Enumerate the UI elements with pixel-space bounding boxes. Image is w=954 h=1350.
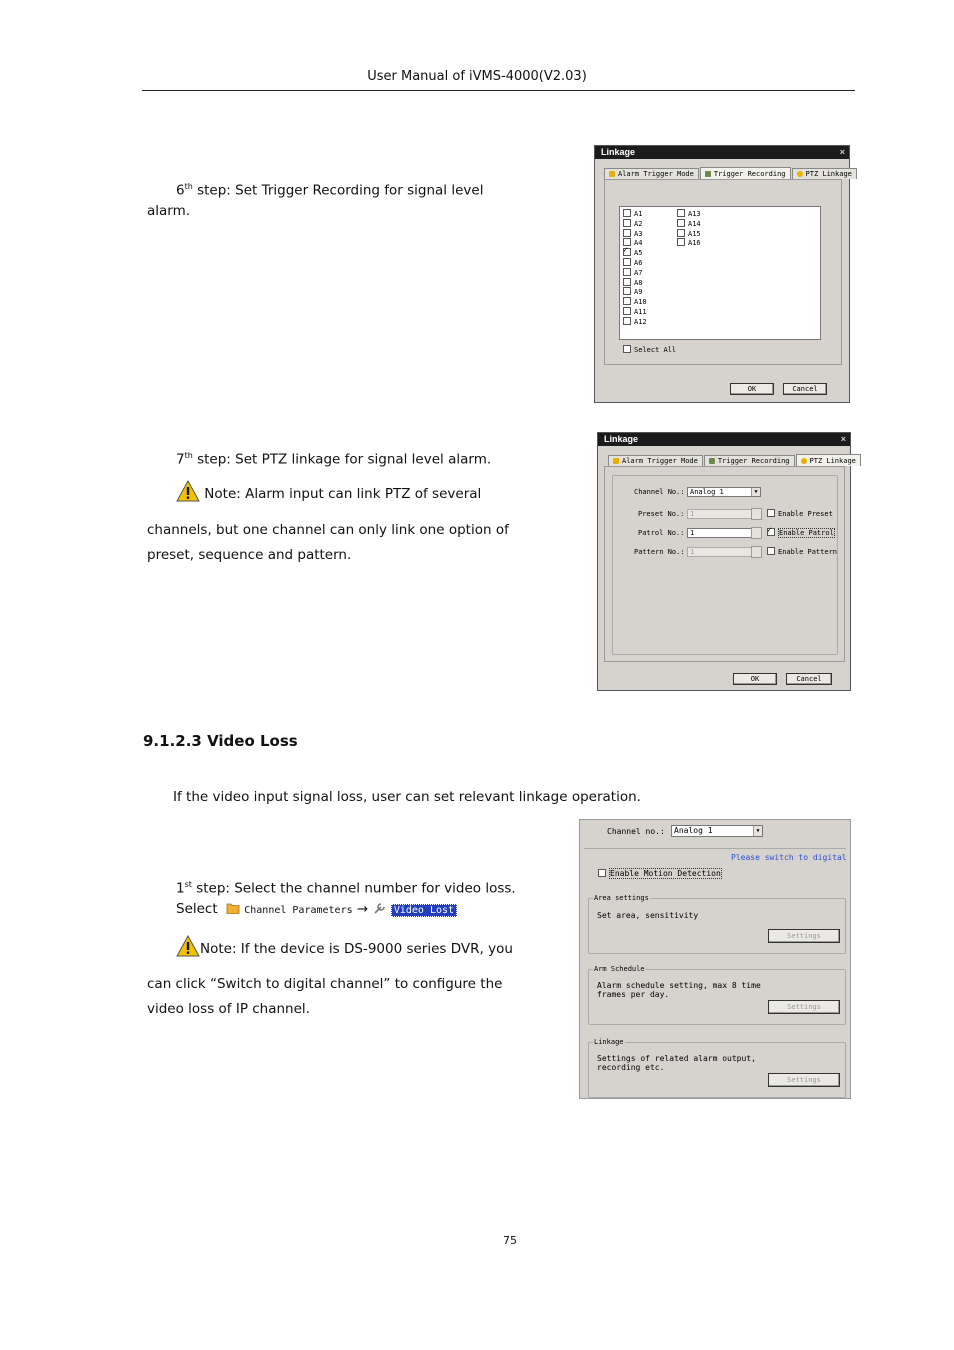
list-item[interactable]: A9 <box>623 287 647 297</box>
checkbox[interactable] <box>623 345 631 353</box>
patrol-label: Patrol No.: <box>638 529 685 537</box>
list-item[interactable]: A4 <box>623 238 647 248</box>
arm-schedule-group: Arm Schedule Alarm schedule setting, max 8 time frames per day. Settings <box>588 969 846 1025</box>
folder-icon <box>226 902 240 914</box>
ok-button[interactable]: OK <box>730 383 774 395</box>
page-number: 75 <box>503 1234 517 1247</box>
section-intro: If the video input signal loss, user can set relevant linkage operation. <box>173 789 641 805</box>
checkbox[interactable] <box>677 238 685 246</box>
checkbox[interactable] <box>623 209 631 217</box>
alarm-icon <box>613 458 619 464</box>
step1-select-path: Select Channel Parameters → Video Lost <box>176 897 457 923</box>
tab-alarm-trigger-mode[interactable]: Alarm Trigger Mode <box>604 168 699 179</box>
step7-note-line3: preset, sequence and pattern. <box>147 547 352 563</box>
ok-button[interactable]: OK <box>733 673 777 685</box>
area-settings-group: Area settings Set area, sensitivity Settings <box>588 898 846 954</box>
checkbox[interactable] <box>623 297 631 305</box>
list-item[interactable]: A7 <box>623 268 647 278</box>
step6-line2: alarm. <box>147 203 191 219</box>
linkage-group: Linkage Settings of related alarm output, recording etc. Settings <box>588 1042 846 1098</box>
chevron-down-icon[interactable]: ▼ <box>753 826 762 836</box>
switch-to-digital-link[interactable]: Please switch to digital <box>731 853 847 862</box>
tab-panel <box>604 466 845 662</box>
ptz-group <box>612 475 838 655</box>
list-item[interactable]: ✓A5 <box>623 248 647 258</box>
step7-note-line2: channels, but one channel can only link one option of <box>147 522 509 538</box>
close-icon[interactable]: × <box>839 147 845 157</box>
channel-select[interactable]: Analog 1 ▼ <box>671 825 763 837</box>
preset-stepper[interactable] <box>751 508 762 520</box>
linkage-desc-1: Settings of related alarm output, <box>597 1054 756 1063</box>
list-item[interactable]: A3 <box>623 229 647 239</box>
chevron-down-icon[interactable]: ▼ <box>751 488 760 496</box>
dialog-tabs <box>604 168 857 179</box>
enable-pattern-checkbox[interactable]: Enable Pattern <box>767 547 837 556</box>
step1-note-line1: Note: If the device is DS-9000 series DVR, you <box>176 935 513 962</box>
checkbox[interactable] <box>623 287 631 295</box>
alarm-icon <box>609 171 615 177</box>
step6-line1: 6th step: Set Trigger Recording for signal level <box>176 182 484 199</box>
video-loss-panel <box>579 819 851 1099</box>
tab-ptz-linkage[interactable]: PTZ Linkage <box>792 168 857 179</box>
step7-note-line1: Note: Alarm input can link PTZ of several <box>176 480 481 507</box>
warning-icon <box>176 935 200 957</box>
list-col-1 <box>623 209 647 327</box>
checkbox[interactable] <box>623 317 631 325</box>
list-item[interactable]: A16 <box>677 238 701 248</box>
checkbox[interactable] <box>767 509 775 517</box>
list-item[interactable]: A15 <box>677 229 701 239</box>
alarm-output-list <box>619 206 821 340</box>
list-item[interactable]: A6 <box>623 258 647 268</box>
checkbox[interactable] <box>623 307 631 315</box>
channel-label: Channel no.: <box>607 827 665 836</box>
list-item[interactable]: A10 <box>623 297 647 307</box>
enable-patrol-checkbox[interactable]: ✓ Enable Patrol <box>767 528 835 537</box>
checkbox[interactable] <box>677 219 685 227</box>
list-item[interactable]: A13 <box>677 209 701 219</box>
checkbox-checked[interactable] <box>767 528 775 536</box>
cancel-button[interactable]: Cancel <box>786 673 832 685</box>
divider <box>584 848 846 849</box>
step1-note-line2: can click “Switch to digital channel” to configure the <box>147 976 503 992</box>
header-rule <box>142 90 855 91</box>
tab-alarm-trigger-mode[interactable]: Alarm Trigger Mode <box>608 455 703 466</box>
recording-icon <box>705 171 711 177</box>
tab-trigger-recording[interactable]: Trigger Recording <box>700 167 791 179</box>
enable-motion-detection-checkbox[interactable]: Enable Motion Detection <box>598 869 722 878</box>
step1-note-line3: video loss of IP channel. <box>147 1001 310 1017</box>
section-heading: 9.1.2.3 Video Loss <box>143 732 298 750</box>
wrench-icon <box>373 901 387 915</box>
checkbox[interactable] <box>623 278 631 286</box>
linkage-desc-2: recording etc. <box>597 1063 665 1072</box>
tab-trigger-recording[interactable]: Trigger Recording <box>704 455 795 466</box>
tab-ptz-linkage[interactable]: PTZ Linkage <box>796 454 861 466</box>
arm-schedule-desc-1: Alarm schedule setting, max 8 time <box>597 981 761 990</box>
list-col-2 <box>677 209 701 248</box>
linkage-dialog-trigger-recording <box>594 145 850 403</box>
preset-label: Preset No.: <box>638 510 685 518</box>
warning-icon <box>176 480 200 502</box>
list-item[interactable]: A8 <box>623 278 647 288</box>
linkage-dialog-ptz <box>597 432 856 691</box>
patrol-input[interactable]: 1 <box>687 528 753 538</box>
checkbox[interactable] <box>623 229 631 237</box>
preset-input[interactable]: 1 <box>687 509 753 519</box>
enable-preset-checkbox[interactable]: Enable Preset <box>767 509 833 518</box>
checkbox[interactable] <box>677 229 685 237</box>
cancel-button[interactable]: Cancel <box>783 383 827 395</box>
arm-schedule-settings-button[interactable]: Settings <box>768 1000 840 1014</box>
menu-video-lost: Video Lost <box>391 904 457 917</box>
patrol-stepper[interactable] <box>751 527 762 539</box>
checkbox-checked[interactable] <box>623 248 631 256</box>
area-settings-desc: Set area, sensitivity <box>597 911 699 920</box>
step7-line1: 7th step: Set PTZ linkage for signal level alarm. <box>176 451 492 468</box>
ptz-icon <box>801 458 807 464</box>
page-header: User Manual of iVMS-4000(V2.03) <box>367 69 587 84</box>
close-icon[interactable]: × <box>840 434 846 444</box>
checkbox[interactable] <box>767 547 775 555</box>
pattern-label: Pattern No.: <box>634 548 685 556</box>
recording-icon <box>709 458 715 464</box>
channel-label: Channel No.: <box>634 488 685 496</box>
dialog-titlebar: Linkage × <box>595 146 849 159</box>
channel-select[interactable]: Analog 1 ▼ <box>687 487 761 497</box>
dialog-titlebar: Linkage × <box>598 433 850 446</box>
list-item[interactable]: A14 <box>677 219 701 229</box>
list-item[interactable]: A11 <box>623 307 647 317</box>
pattern-input[interactable]: 1 <box>687 547 753 557</box>
checkbox[interactable] <box>623 219 631 227</box>
list-item[interactable]: A12 <box>623 317 647 327</box>
linkage-settings-button[interactable]: Settings <box>768 1073 840 1087</box>
pattern-stepper[interactable] <box>751 546 762 558</box>
arrow-icon: → <box>356 901 369 917</box>
checkbox[interactable] <box>623 258 631 266</box>
checkbox[interactable] <box>623 268 631 276</box>
select-all-checkbox[interactable]: Select All <box>623 345 676 354</box>
ptz-icon <box>797 171 803 177</box>
tab-panel <box>604 179 842 365</box>
list-item[interactable]: A2 <box>623 219 647 229</box>
area-settings-button[interactable]: Settings <box>768 929 840 943</box>
checkbox[interactable] <box>677 209 685 217</box>
checkbox[interactable] <box>598 869 606 877</box>
step1-line1: 1st step: Select the channel number for video loss. <box>176 880 516 897</box>
dialog-tabs <box>608 455 861 466</box>
menu-channel-parameters: Channel Parameters <box>244 905 353 916</box>
list-item[interactable]: A1 <box>623 209 647 219</box>
arm-schedule-desc-2: frames per day. <box>597 990 670 999</box>
